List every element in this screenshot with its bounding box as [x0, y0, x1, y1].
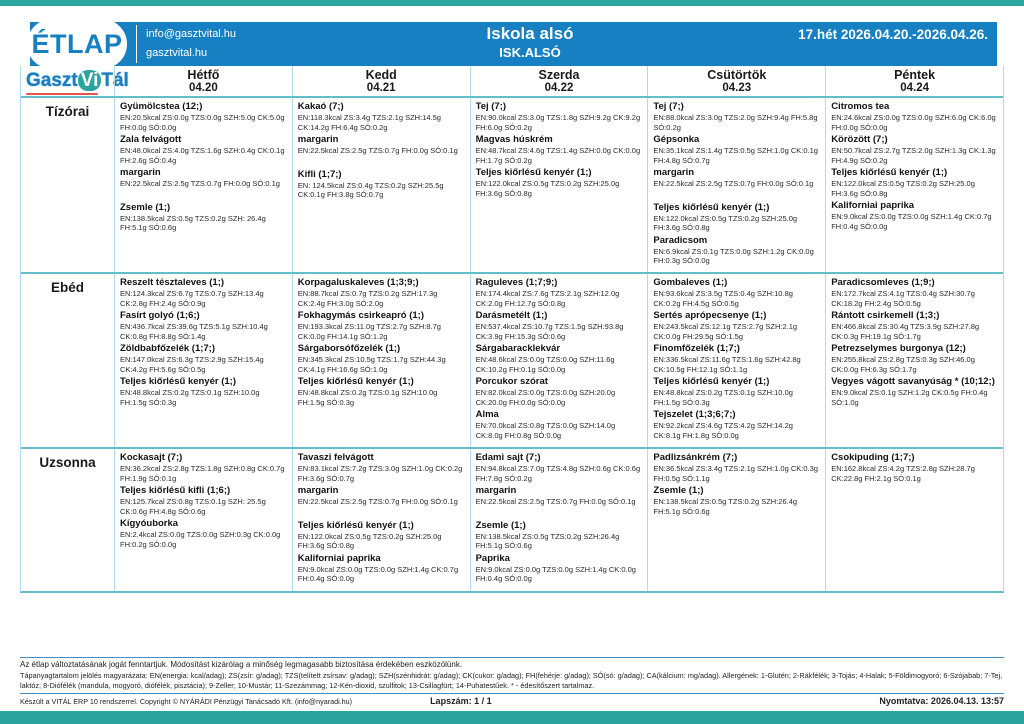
menu-item-name: Edami sajt (7;): [475, 452, 541, 463]
menu-item: [653, 375, 821, 407]
menu-item: [653, 100, 821, 132]
menu-item: [120, 484, 288, 516]
menu-item-name: Reszelt tésztaleves (1;): [120, 277, 225, 288]
week-range: 17.hét 2026.04.20.-2026.04.26.: [798, 27, 988, 42]
menu-table: [20, 66, 1004, 593]
day-name: Péntek: [894, 68, 936, 82]
menu-item-name: Darásmetélt (1;): [475, 310, 548, 321]
menu-cell: [647, 274, 825, 447]
menu-item: [298, 100, 466, 132]
menu-item-info: EN:50.7kcal ZS:2.7g TZS:2.0g SZH:1.3g CK:1.3g FH:4.9g SÓ:0.2g: [831, 146, 996, 165]
menu-item-info: EN:83.1kcal ZS:7.2g TZS:3.0g SZH:1.0g CK:0.2g FH:3.6g SÓ:0.7g: [297, 464, 463, 483]
menu-item-name: Fokhagymás csirkeapró (1;): [297, 310, 424, 321]
menu-item-info: EN:162.8kcal ZS:4.2g TZS:2.8g SZH:28.7g CK:22.8g FH:2.1g SÓ:0.1g: [831, 464, 975, 483]
menu-item: [653, 309, 821, 341]
menu-item-info: EN: 124.5kcal ZS:0.4g TZS:0.2g SZH:25.5g CK:0.1g FH:3.8g SÓ:0.7g: [297, 180, 444, 199]
menu-item-name: Porcukor szórat: [475, 376, 548, 387]
menu-item: [476, 519, 644, 551]
menu-item-info: EN:336.5kcal ZS:11.6g TZS:1.6g SZH:42.8g CK:10.5g FH:12.1g SÓ:1.1g: [653, 355, 801, 374]
day-header-5: [825, 66, 1003, 96]
menu-item-name: Kaliforniai paprika: [297, 552, 381, 564]
menu-item-name: Finomfőzelék (1;7;): [653, 343, 740, 354]
menu-item-info: EN:122.0kcal ZS:0.5g TZS:0.2g SZH:25.0g FH:3.6g SÓ:0.8g: [297, 531, 442, 550]
menu-item-info: EN:22.5kcal ZS:2.5g TZS:0.7g FH:0.0g SÓ:0.1g: [120, 179, 280, 188]
menu-item-info: EN:243.5kcal ZS:12.1g TZS:2.7g SZH:2.1g CK:0.0g FH:29.5g SÓ:1.5g: [653, 322, 798, 341]
menu-item: [120, 201, 288, 233]
meal-label: Ebéd: [50, 280, 84, 295]
menu-item: [298, 168, 466, 200]
menu-item-name: Teljes kiőrlésű kenyér (1;): [297, 519, 414, 531]
menu-item: [298, 276, 466, 308]
header-bar: [30, 22, 997, 66]
meal-row-0: [21, 96, 1003, 272]
menu-cell: [825, 449, 1003, 591]
menu-item-name: Petrezselymes burgonya (12;): [831, 343, 966, 354]
menu-cell: [114, 274, 292, 447]
footer-divider-top: [20, 657, 1004, 658]
menu-item-info: EN:6.9kcal ZS:0.1g TZS:0.0g SZH:1.2g CK:0.0g FH:0.3g SÓ:0.0g: [653, 246, 814, 265]
menu-item-info: EN:22.5kcal ZS:2.5g TZS:0.7g FH:0.0g SÓ:0.1g: [475, 497, 636, 506]
contact-block: [136, 25, 236, 63]
menu-item-info: EN:20.5kcal ZS:0.0g TZS:0.0g SZH:5.0g CK:5.0g FH:0.0g SÓ:0.0g: [120, 113, 285, 132]
menu-cell: [825, 274, 1003, 447]
menu-item: [298, 375, 466, 407]
menu-item: [653, 166, 821, 189]
menu-item-info: EN:9.0kcal ZS:0.1g SZH:1.2g CK:0.5g FH:0.4g SÓ:1.0g: [831, 388, 988, 407]
brand-part-tal: Tál: [101, 70, 129, 91]
menu-item-name: Paradicsom: [653, 234, 708, 246]
day-name: Hétfő: [187, 68, 220, 82]
menu-item-info: EN:22.5kcal ZS:2.5g TZS:0.7g FH:0.0g SÓ:0.1g: [653, 179, 814, 188]
menu-item-name: Tej (7;): [653, 101, 684, 112]
menu-item-info: EN:22.5kcal ZS:2.5g TZS:0.7g FH:0.0g SÓ:0.1g: [297, 146, 458, 155]
menu-item-name: Kígyóuborka: [120, 518, 179, 529]
menu-item-name: Sárgaborsófőzelék (1;): [297, 343, 401, 354]
menu-item-name: Teljes kiőrlésű kenyér (1;): [653, 201, 770, 213]
day-date: 04.23: [722, 82, 752, 94]
meal-row-1: [21, 272, 1003, 447]
menu-item: [298, 552, 466, 584]
menu-cell: [825, 98, 1003, 272]
menu-item-info: EN:24.6kcal ZS:0.0g TZS:0.0g SZH:6.0g CK:6.0g FH:0.0g SÓ:0.0g: [831, 113, 996, 132]
menu-item: [298, 342, 466, 374]
footer-bottom-row: [20, 696, 1004, 706]
day-name: Kedd: [365, 68, 397, 82]
menu-item-name: Teljes kiőrlésű kenyér (1;): [120, 376, 236, 387]
meal-label: Tízórai: [45, 104, 90, 119]
menu-item-info: EN:193.3kcal ZS:11.0g TZS:2.7g SZH:8.7g CK:0.0g FH:14.1g SÓ:1.2g: [297, 322, 441, 341]
day-date: 04.24: [900, 82, 929, 94]
menu-cell: [647, 98, 825, 272]
menu-item-info: EN:48.8kcal ZS:0.2g TZS:0.1g SZH:10.0g FH:1.5g SÓ:0.3g: [653, 388, 793, 407]
menu-item: [653, 342, 821, 374]
menu-item-info: EN:94.8kcal ZS:7.0g TZS:4.8g SZH:0.6g CK:0.6g FH:7.8g SÓ:0.2g: [475, 464, 641, 483]
menu-item-info: EN:124.3kcal ZS:6.7g TZS:0.7g SZH:13.4g CK:2.8g FH:2.4g SÓ:0.9g: [120, 289, 264, 308]
bottom-accent-bar: [0, 711, 1024, 724]
menu-item-info: EN:48.8kcal ZS:0.2g TZS:0.1g SZH:10.0g FH:1.5g SÓ:0.3g: [120, 388, 260, 407]
menu-item: [476, 408, 644, 440]
menu-item-info: EN:88.7kcal ZS:0.7g TZS:0.2g SZH:17.3g CK:2.4g FH:3.0g SÓ:2.0g: [297, 289, 438, 308]
menu-item: [831, 342, 999, 374]
menu-item-info: EN:82.0kcal ZS:0.0g TZS:0.0g SZH:20.0g CK:20.0g FH:0.0g SÓ:0.0g: [475, 388, 616, 407]
menu-item: [120, 342, 288, 374]
menu-item-name: Teljes kiőrlésű kenyér (1;): [297, 376, 414, 387]
menu-item-info: EN:118.3kcal ZS:3.4g TZS:2.1g SZH:14.5g CK:14.2g FH:6.4g SÓ:0.2g: [297, 113, 441, 132]
menu-cell: [470, 449, 648, 591]
etlap-logo-text: ÉTLAP: [31, 28, 123, 59]
menu-item-info: EN:22.5kcal ZS:2.5g TZS:0.7g FH:0.0g SÓ:0.1g: [297, 497, 458, 506]
menu-item-info: EN:122.0kcal ZS:0.5g TZS:0.2g SZH:25.0g FH:3.6g SÓ:0.8g: [475, 179, 620, 198]
menu-item: [120, 276, 288, 308]
menu-item: [653, 201, 821, 233]
menu-item-info: EN:466.8kcal ZS:30.4g TZS:3.9g SZH:27.8g CK:0.3g FH:19.1g SÓ:1.7g: [831, 322, 980, 341]
menu-item-info: EN:90.0kcal ZS:3.0g TZS:1.8g SZH:9.2g CK:9.2g FH:6.0g SÓ:0.2g: [475, 113, 641, 132]
footer-divider-bottom: [20, 693, 1004, 694]
title-block: [330, 24, 730, 62]
menu-item-info: EN:436.7kcal ZS:39.6g TZS:5.1g SZH:10.4g CK:0.8g FH:8.8g SÓ:1.4g: [120, 322, 268, 341]
menu-item-name: Csokipuding (1;7;): [831, 452, 915, 463]
menu-item-info: EN:36.2kcal ZS:2.8g TZS:1.8g SZH:0.8g CK:0.7g FH:1.9g SÓ:0.1g: [120, 464, 285, 483]
footer-disclaimer: Az étlap változtatásának jogát fenntartjuk. Módosítást kizárólag a minőség legmagasabb biztosítása érdekében eszközölünk.: [20, 660, 463, 669]
day-header-row: [21, 66, 1003, 96]
menu-item-info: EN:9.0kcal ZS:0.0g TZS:0.0g SZH:1.4g CK:0.7g FH:0.4g SÓ:0.0g: [297, 564, 459, 583]
menu-item-info: EN:537.4kcal ZS:10.7g TZS:1.5g SZH:93.8g CK:3.9g FH:15.3g SÓ:0.6g: [475, 322, 624, 341]
menu-item-name: Gépsonka: [653, 134, 700, 145]
menu-item: [476, 451, 644, 483]
menu-item-info: EN:48.7kcal ZS:4.6g TZS:1.4g SZH:0.0g CK:0.0g FH:1.7g SÓ:0.2g: [475, 146, 641, 165]
menu-item: [476, 342, 644, 374]
menu-item-name: margarin: [475, 485, 517, 496]
menu-item-info: EN:345.3kcal ZS:10.5g TZS:1.7g SZH:44.3g CK:4.1g FH:16.6g SÓ:1.0g: [297, 355, 446, 374]
menu-item-name: Sárgabaracklekvár: [475, 343, 561, 354]
menu-item-info: EN:48.8kcal ZS:0.2g TZS:0.1g SZH:10.0g FH:1.5g SÓ:0.3g: [297, 388, 438, 407]
page-title: Iskola alsó: [486, 24, 574, 43]
menu-item-name: Rántott csirkemell (1;3;): [831, 310, 940, 321]
menu-item: [831, 276, 999, 308]
day-name: Szerda: [538, 68, 580, 82]
menu-item-info: EN:122.0kcal ZS:0.5g TZS:0.2g SZH:25.0g FH:3.6g SÓ:0.8g: [831, 179, 975, 198]
menu-item: [476, 276, 644, 308]
menu-item: [120, 100, 288, 132]
menu-item-name: Gombaleves (1;): [653, 277, 728, 288]
menu-cell: [470, 98, 648, 272]
day-date: 04.22: [544, 82, 574, 94]
menu-item: [831, 375, 999, 407]
menu-item-name: Teljes kiőrlésű kenyér (1;): [831, 167, 948, 178]
menu-item-name: Fasírt golyó (1;6;): [120, 310, 200, 321]
menu-item-name: Tavaszi felvágott: [297, 452, 374, 463]
contact-email: info@gasztvital.hu: [146, 28, 237, 40]
menu-item-info: EN:36.5kcal ZS:3.4g TZS:2.1g SZH:1.0g CK:0.3g FH:0.5g SÓ:1.1g: [653, 464, 818, 483]
menu-item-info: EN:172.7kcal ZS:4.1g TZS:0.4g SZH:30.7g CK:18.2g FH:2.4g SÓ:0.5g: [831, 289, 975, 308]
menu-item-info: EN:93.6kcal ZS:3.5g TZS:0.4g SZH:10.8g CK:0.2g FH:4.5g SÓ:0.5g: [653, 289, 793, 308]
menu-item: [298, 451, 466, 483]
menu-item-info: EN:174.4kcal ZS:7.6g TZS:2.1g SZH:12.0g CK:2.0g FH:12.7g SÓ:0.8g: [475, 289, 620, 308]
menu-item-name: Raguleves (1;7;9;): [475, 277, 558, 288]
meal-label: Uzsonna: [39, 455, 96, 470]
menu-item: [476, 484, 644, 507]
menu-item: [653, 451, 821, 483]
menu-item: [476, 133, 644, 165]
menu-item-name: Kakaó (7;): [297, 101, 344, 112]
menu-item-name: Kockasajt (7;): [120, 452, 183, 463]
menu-item-name: Zala felvágott: [120, 134, 182, 145]
menu-item: [298, 519, 466, 551]
printed-timestamp: Nyomtatva: 2026.04.13. 13:57: [879, 696, 1004, 706]
menu-cell: [292, 274, 470, 447]
menu-item-info: EN:70.0kcal ZS:0.8g TZS:0.0g SZH:14.0g CK:8.0g FH:0.8g SÓ:0.0g: [475, 421, 616, 440]
menu-item-name: Korpagaluskaleves (1;3;9;): [297, 277, 419, 288]
menu-item-name: Magvas húskrém: [475, 134, 553, 145]
menu-item-name: Alma: [475, 409, 499, 420]
menu-item-name: Sertés aprópecsenye (1;): [653, 310, 767, 321]
menu-item-info: EN:2.4kcal ZS:0.0g TZS:0.0g SZH:0.3g CK:0.0g FH:0.2g SÓ:0.0g: [120, 530, 281, 549]
menu-item: [476, 375, 644, 407]
menu-item-name: Körözött (7;): [831, 134, 888, 145]
menu-item: [831, 451, 999, 483]
menu-item-name: Zsemle (1;): [475, 519, 526, 531]
menu-item-name: Teljes kiőrlésű kenyér (1;): [475, 167, 592, 178]
page-subtitle: ISK.ALSÓ: [499, 45, 561, 60]
day-header-4: [647, 66, 825, 96]
menu-item-info: EN:92.2kcal ZS:4.6g TZS:4.2g SZH:14.2g CK:8.1g FH:1.8g SÓ:0.0g: [653, 421, 793, 440]
menu-item-name: Tej (7;): [475, 101, 507, 112]
menu-item: [653, 276, 821, 308]
menu-item-name: Kifli (1;7;): [297, 168, 342, 180]
day-date: 04.21: [366, 82, 396, 94]
brand-part-vi: Vi: [78, 70, 102, 91]
menu-item-name: Paprika: [475, 552, 510, 564]
menu-item: [298, 309, 466, 341]
menu-cell: [292, 449, 470, 591]
menu-item-name: Zsemle (1;): [120, 201, 171, 213]
menu-item-name: Citromos tea: [831, 101, 890, 112]
menu-item-name: Teljes kiőrlésű kifli (1;6;): [120, 485, 231, 496]
day-header-3: [470, 66, 648, 96]
menu-item-info: EN:255.8kcal ZS:2.8g TZS:0.3g SZH:46.0g CK:0.0g FH:6.3g SÓ:1.7g: [831, 355, 975, 374]
menu-item-info: EN:88.0kcal ZS:3.0g TZS:2.0g SZH:9.4g FH:5.8g SÓ:0.2g: [653, 113, 818, 132]
menu-item-info: EN:138.5kcal ZS:0.5g TZS:0.2g SZH:26.4g FH:5.1g SÓ:0.6g: [475, 531, 620, 550]
menu-item-name: margarin: [120, 167, 161, 178]
menu-item-info: EN:138.5kcal ZS:0.5g TZS:0.2g SZH:26.4g FH:5.1g SÓ:0.6g: [653, 497, 798, 516]
menu-item: [120, 133, 288, 165]
menu-item: [653, 133, 821, 165]
menu-item: [120, 375, 288, 407]
day-header-1: [114, 66, 292, 96]
menu-item: [476, 309, 644, 341]
menu-item: [476, 166, 644, 198]
menu-item: [298, 484, 466, 507]
menu-cell: [292, 98, 470, 272]
menu-cell: [114, 449, 292, 591]
menu-item: [831, 100, 999, 132]
footer-credit: Készült a VITÁL ERP 10 rendszerrel. Copyright © NYÁRÁDI Pénzügyi Tanácsadó Kft. (info@nyaradi.hu): [20, 697, 353, 706]
etlap-logo: [27, 19, 127, 69]
day-header-2: [292, 66, 470, 96]
contact-website: gasztvital.hu: [146, 47, 208, 59]
menu-item-info: EN:35.1kcal ZS:1.4g TZS:0.5g SZH:1.0g CK:0.1g FH:4.8g SÓ:0.7g: [653, 146, 818, 165]
menu-item-name: margarin: [297, 134, 339, 145]
menu-item-info: EN:147.0kcal ZS:6.3g TZS:2.9g SZH:15.4g CK:4.2g FH:5.6g SÓ:0.5g: [120, 355, 264, 374]
menu-item: [476, 552, 644, 584]
menu-item-name: Padlizsánkrém (7;): [653, 452, 738, 463]
menu-item-info: EN:138.5kcal ZS:0.5g TZS:0.2g SZH: 26.4g FH:5.1g SÓ:0.6g: [120, 213, 266, 232]
menu-item-name: Paradicsomleves (1;9;): [831, 277, 935, 288]
menu-item: [653, 234, 821, 266]
footer: [20, 657, 1004, 706]
menu-item-info: EN:48.6kcal ZS:0.0g TZS:0.0g SZH:11.6g CK:10.2g FH:0.1g SÓ:0.0g: [475, 355, 615, 374]
menu-item-info: EN:48.0kcal ZS:4.0g TZS:1.6g SZH:0.4g CK:0.1g FH:2.6g SÓ:0.4g: [120, 146, 285, 165]
menu-item: [298, 133, 466, 156]
day-name: Csütörtök: [707, 68, 767, 82]
menu-item: [120, 309, 288, 341]
menu-item-name: margarin: [653, 167, 695, 178]
menu-item-name: Gyümölcstea (12;): [120, 101, 203, 112]
menu-item-name: Vegyes vágott savanyúság * (10;12;): [831, 376, 995, 387]
menu-item-name: Zsemle (1;): [653, 485, 704, 496]
menu-item: [120, 517, 288, 549]
menu-item-name: Zöldbabfőzelék (1;7;): [120, 343, 216, 354]
menu-item-name: Teljes kiőrlésű kenyér (1;): [653, 376, 770, 387]
menu-item-name: Tejszelet (1;3;6;7;): [653, 409, 736, 420]
corner-cell: [21, 66, 114, 96]
menu-item: [476, 100, 644, 132]
menu-item: [120, 166, 288, 189]
menu-item: [653, 484, 821, 516]
menu-cell: [114, 98, 292, 272]
menu-item: [120, 451, 288, 483]
menu-item: [831, 133, 999, 165]
brand-part-gaszt: Gaszt: [26, 70, 78, 91]
meal-row-2: [21, 447, 1003, 591]
menu-item-name: Kaliforniai paprika: [831, 200, 915, 211]
menu-item-info: EN:122.0kcal ZS:0.5g TZS:0.2g SZH:25.0g FH:3.6g SÓ:0.8g: [653, 213, 798, 232]
menu-item-info: EN:9.0kcal ZS:0.0g TZS:0.0g SZH:1.4g CK:0.0g FH:0.4g SÓ:0.0g: [475, 564, 636, 583]
menu-item: [831, 166, 999, 198]
menu-item-info: EN:9.0kcal ZS:0.0g TZS:0.0g SZH:1.4g CK:0.7g FH:0.4g SÓ:0.0g: [831, 212, 992, 231]
menu-item: [831, 309, 999, 341]
menu-cell: [647, 449, 825, 591]
menu-item: [653, 408, 821, 440]
menu-item-info: EN:125.7kcal ZS:0.8g TZS:0.1g SZH: 25.5g CK:0.6g FH:4.8g SÓ:0.6g: [120, 497, 266, 516]
menu-cell: [470, 274, 648, 447]
menu-item-name: margarin: [297, 485, 339, 496]
menu-item: [831, 199, 999, 231]
footer-legend: Tápanyagtartalom jelölés magyarázata: EN(energia: kcal/adag); ZS(zsír: g/adag); TZS(telített zsírsav: g/adag); SZH(szénhidrát: g/adag); CK(cukor: g/adag); FH(fehérje: g/adag); SÓ(só: g/adag); CA(kálcium: mg/adag). Allergének: 1-Glutén; 2-Rákfélék; 3-Tojás; 4-Halak; 5-Földimogyoró; 6-Szójabab; 7-Tej, laktóz; 8-Diófélék (mandula, mogyoró, diófélék, pisztácia); 9-Zeller; 10-Mustár; 11-Szezámmag; 12-Kén-dioxid, szulfitok; 13-Csillagfürt; 14-Puhatestűek. * - édesítőszert tartalmaz.: [20, 671, 1003, 690]
top-accent-bar: [0, 0, 1024, 6]
day-date: 04.20: [189, 82, 218, 94]
page-number: Lapszám: 1 / 1: [430, 696, 492, 706]
